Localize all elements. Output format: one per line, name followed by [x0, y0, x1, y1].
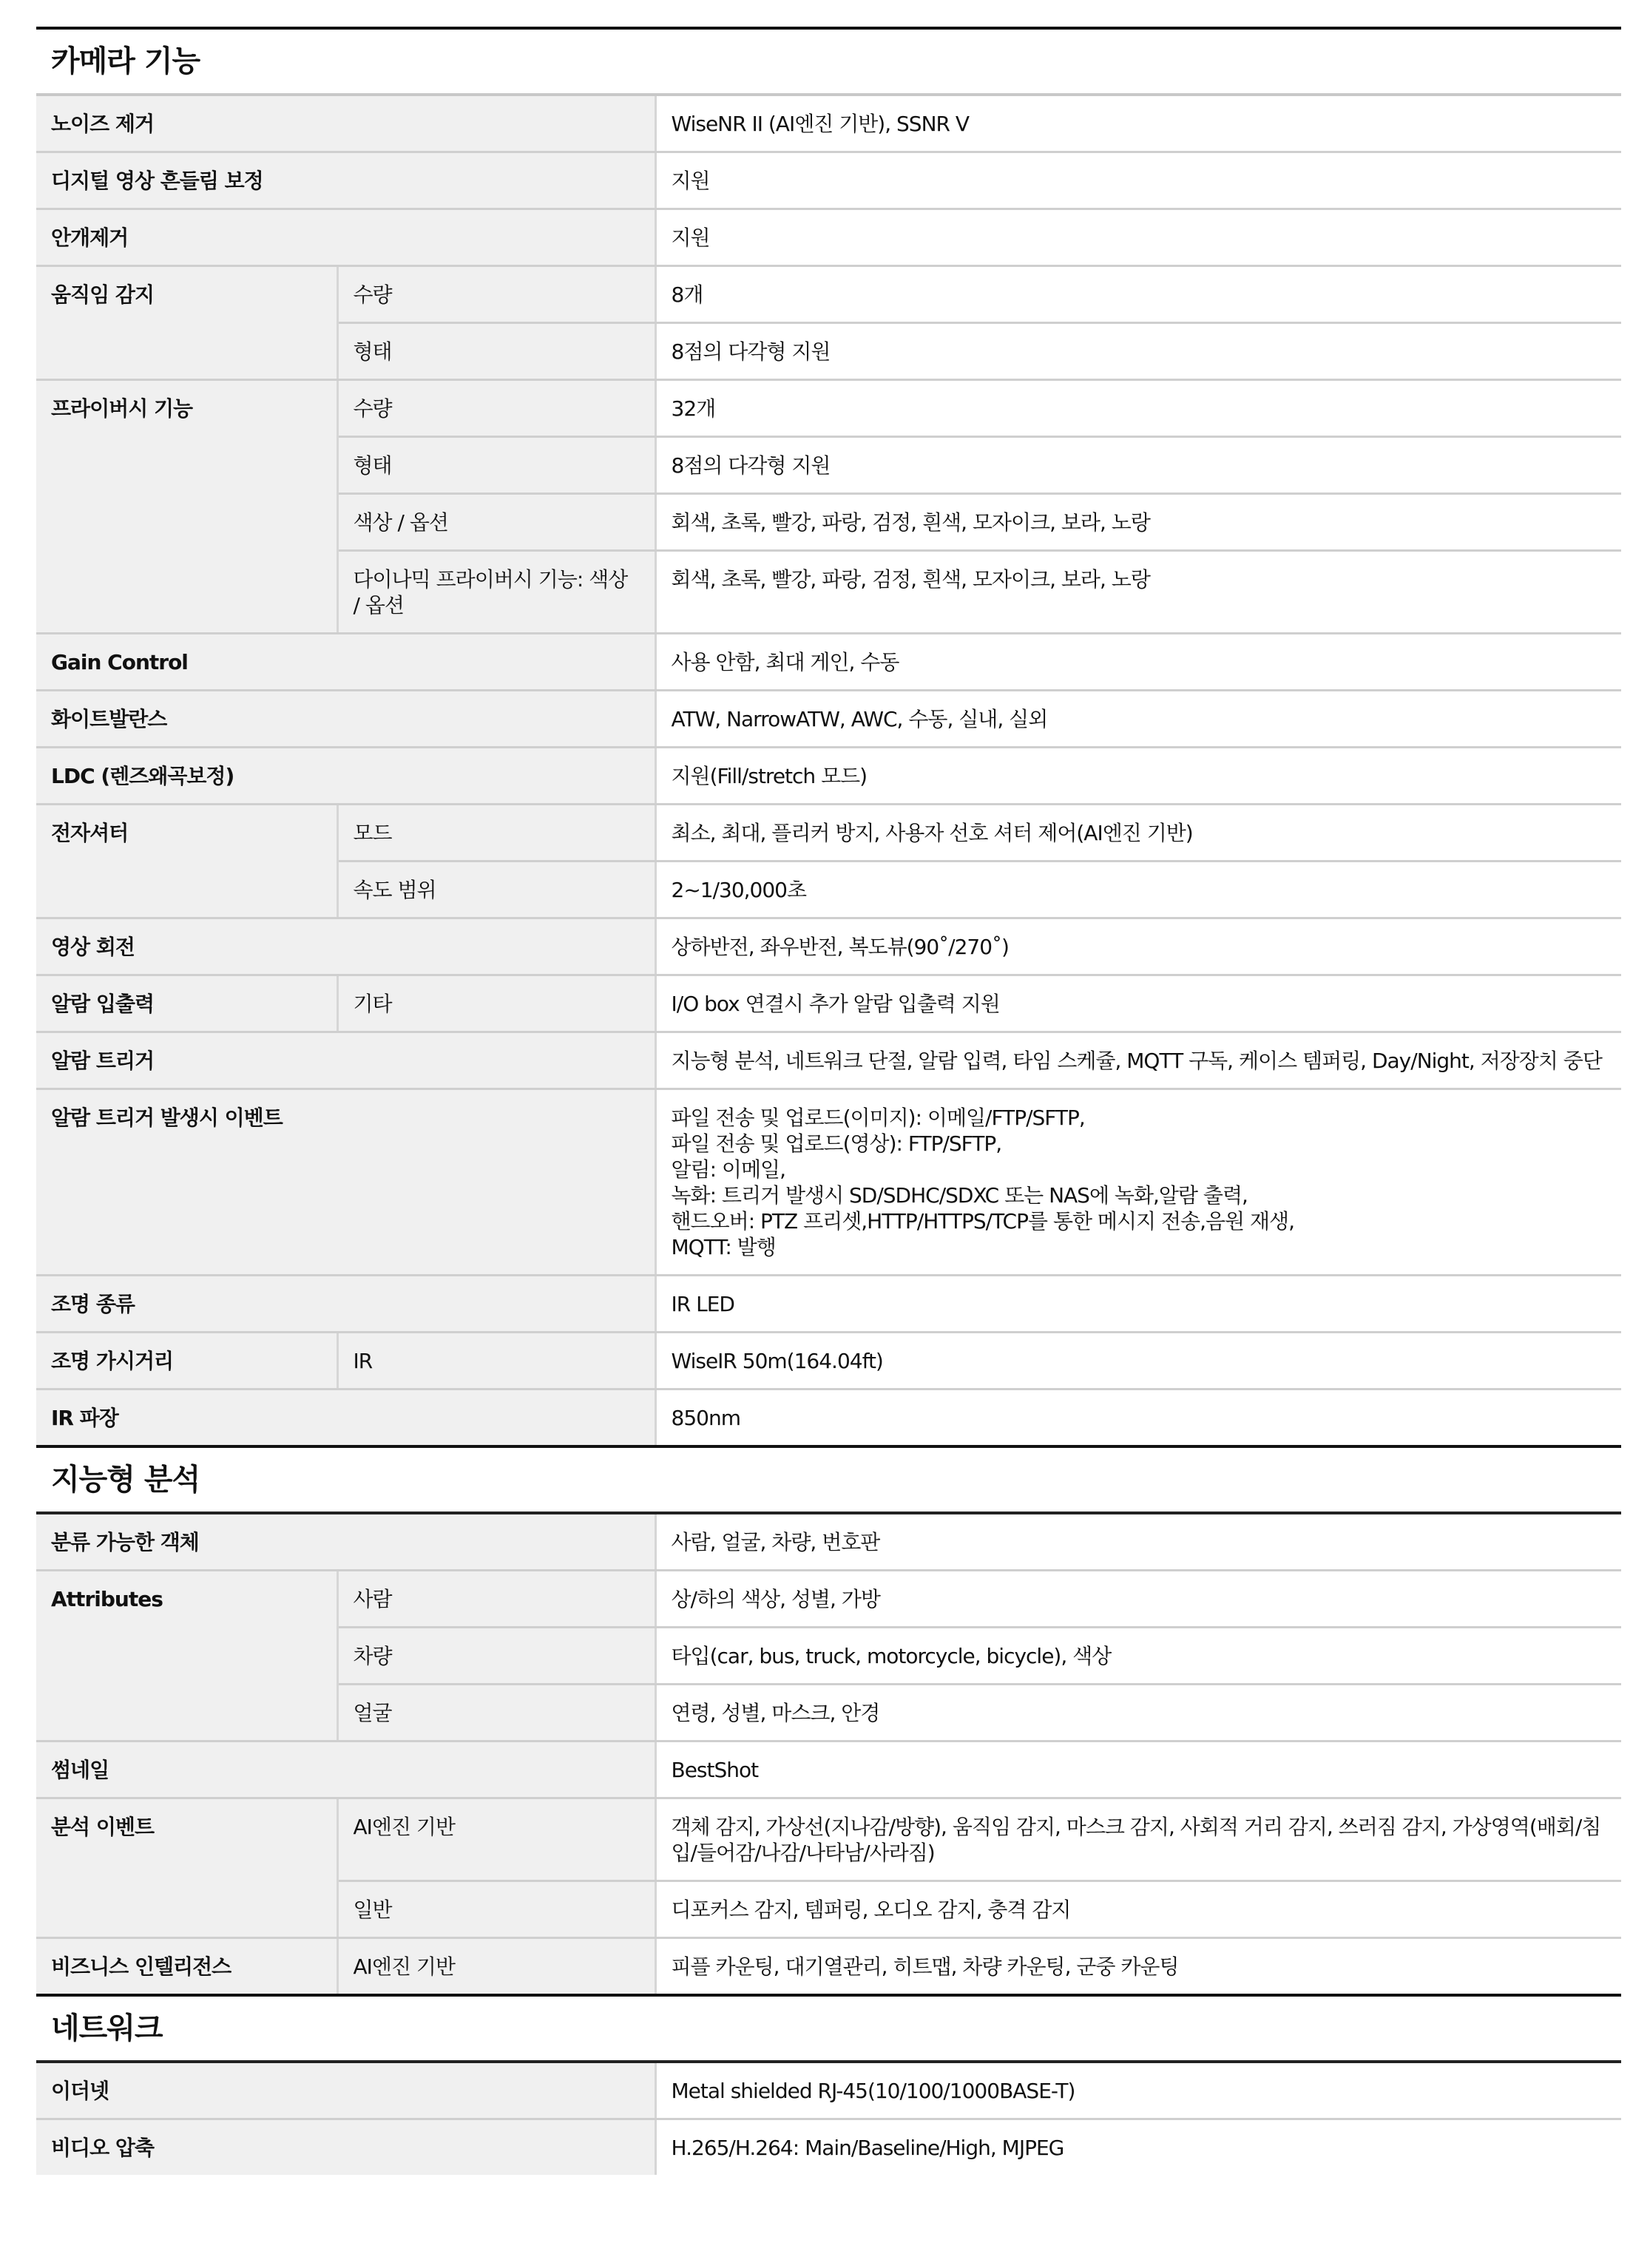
spec-sublabel: 얼굴 [337, 1685, 655, 1741]
table-row [36, 152, 1621, 209]
spec-sublabel: 사람 [337, 1571, 655, 1628]
spec-label: 알람 입출력 [36, 975, 337, 1032]
table-row [36, 2119, 1621, 2176]
spec-value: 최소, 최대, 플리커 방지, 사용자 선호 셔터 제어(AI엔진 기반) [655, 805, 1621, 861]
spec-value: ATW, NarrowATW, AWC, 수동, 실내, 실외 [655, 691, 1621, 748]
spec-label: 프라이버시 기능 [36, 380, 337, 634]
spec-value: 상/하의 색상, 성별, 가방 [655, 1571, 1621, 1628]
spec-sheet [36, 27, 1621, 2175]
spec-label: 이더넷 [36, 2063, 655, 2119]
section-title: 지능형 분석 [36, 1445, 1621, 1514]
spec-label: 알람 트리거 [36, 1032, 655, 1089]
spec-value: 디포커스 감지, 템퍼링, 오디오 감지, 충격 감지 [655, 1881, 1621, 1938]
spec-sublabel: 차량 [337, 1628, 655, 1685]
spec-value: 지원(Fill/stretch 모드) [655, 748, 1621, 805]
table-row [36, 1571, 1621, 1628]
spec-value: 8개 [655, 266, 1621, 323]
spec-label: 조명 종류 [36, 1276, 655, 1333]
spec-label: 영상 회전 [36, 918, 655, 975]
spec-sublabel: 형태 [337, 323, 655, 380]
spec-label: Gain Control [36, 634, 655, 691]
spec-value: 32개 [655, 380, 1621, 437]
spec-sublabel: 속도 범위 [337, 861, 655, 918]
spec-value: 사용 안함, 최대 게인, 수동 [655, 634, 1621, 691]
spec-value: WiseNR II (AI엔진 기반), SSNR V [655, 96, 1621, 152]
table-row [36, 748, 1621, 805]
spec-value: 850nm [655, 1389, 1621, 1446]
spec-value: 8점의 다각형 지원 [655, 437, 1621, 494]
spec-label: 분류 가능한 객체 [36, 1514, 655, 1571]
spec-label: 알람 트리거 발생시 이벤트 [36, 1089, 655, 1276]
spec-value: 지원 [655, 209, 1621, 266]
spec-sublabel: IR [337, 1333, 655, 1389]
spec-sublabel: 수량 [337, 266, 655, 323]
table-row [36, 1276, 1621, 1333]
table-row [36, 634, 1621, 691]
table-row [36, 1032, 1621, 1089]
spec-value: 객체 감지, 가상선(지나감/방향), 움직임 감지, 마스크 감지, 사회적 거리 감지, 쓰러짐 감지, 가상영역(배회/침입/들어감/나감/나타남/사라짐) [655, 1798, 1621, 1881]
spec-value: WiseIR 50m(164.04ft) [655, 1333, 1621, 1389]
table-row [36, 1333, 1621, 1389]
table-row [36, 1938, 1621, 1994]
spec-value: 피플 카운팅, 대기열관리, 히트맵, 차량 카운팅, 군중 카운팅 [655, 1938, 1621, 1994]
spec-value: 2~1/30,000초 [655, 861, 1621, 918]
spec-label: 비디오 압축 [36, 2119, 655, 2176]
table-row [36, 805, 1621, 861]
spec-sublabel: 형태 [337, 437, 655, 494]
table-row [36, 1089, 1621, 1276]
spec-value: IR LED [655, 1276, 1621, 1333]
spec-table [36, 1514, 1621, 1994]
section-title: 카메라 기능 [36, 27, 1621, 96]
spec-value: Metal shielded RJ-45(10/100/1000BASE-T) [655, 2063, 1621, 2119]
spec-label: 움직임 감지 [36, 266, 337, 380]
spec-value: 회색, 초록, 빨강, 파랑, 검정, 흰색, 모자이크, 보라, 노랑 [655, 494, 1621, 551]
spec-sublabel: 색상 / 옵션 [337, 494, 655, 551]
spec-sublabel: 수량 [337, 380, 655, 437]
spec-label: IR 파장 [36, 1389, 655, 1446]
spec-value: 연령, 성별, 마스크, 안경 [655, 1685, 1621, 1741]
spec-table [36, 96, 1621, 1445]
spec-label: LDC (렌즈왜곡보정) [36, 748, 655, 805]
spec-sublabel: 일반 [337, 1881, 655, 1938]
spec-label: 디지털 영상 흔들림 보정 [36, 152, 655, 209]
spec-value: 타입(car, bus, truck, motorcycle, bicycle), 색상 [655, 1628, 1621, 1685]
spec-label: 조명 가시거리 [36, 1333, 337, 1389]
spec-value: 회색, 초록, 빨강, 파랑, 검정, 흰색, 모자이크, 보라, 노랑 [655, 551, 1621, 634]
spec-value: 지능형 분석, 네트워크 단절, 알람 입력, 타임 스케쥴, MQTT 구독, 케이스 템퍼링, Day/Night, 저장장치 중단 [655, 1032, 1621, 1089]
table-row [36, 1389, 1621, 1446]
spec-value: 파일 전송 및 업로드(이미지): 이메일/FTP/SFTP, 파일 전송 및 업로드(영상): FTP/SFTP, 알림: 이메일, 녹화: 트리거 발생시 SD/SDHC/SDXC 또는 NAS에 녹화,알람 출력, 핸드오버: PTZ 프리셋,HTTP/HTTPS/TCP를 통한 메시지 전송,음원 재생, MQTT: 발행 [655, 1089, 1621, 1276]
table-row [36, 975, 1621, 1032]
spec-value: I/O box 연결시 추가 알람 입출력 지원 [655, 975, 1621, 1032]
spec-sublabel: AI엔진 기반 [337, 1938, 655, 1994]
spec-value: H.265/H.264: Main/Baseline/High, MJPEG [655, 2119, 1621, 2176]
spec-value: 8점의 다각형 지원 [655, 323, 1621, 380]
spec-label: 노이즈 제거 [36, 96, 655, 152]
table-row [36, 209, 1621, 266]
spec-label: 화이트발란스 [36, 691, 655, 748]
spec-label: 분석 이벤트 [36, 1798, 337, 1938]
spec-sublabel: 기타 [337, 975, 655, 1032]
table-row [36, 266, 1621, 323]
spec-value: 상하반전, 좌우반전, 복도뷰(90˚/270˚) [655, 918, 1621, 975]
section-title: 네트워크 [36, 1994, 1621, 2063]
table-row [36, 1514, 1621, 1571]
table-row [36, 96, 1621, 152]
spec-sublabel: 다이나믹 프라이버시 기능: 색상 / 옵션 [337, 551, 655, 634]
table-row [36, 380, 1621, 437]
spec-label: 전자셔터 [36, 805, 337, 918]
spec-sublabel: 모드 [337, 805, 655, 861]
table-row [36, 691, 1621, 748]
table-row [36, 918, 1621, 975]
table-row [36, 1741, 1621, 1798]
table-row [36, 1798, 1621, 1881]
spec-label: 썸네일 [36, 1741, 655, 1798]
spec-table [36, 2063, 1621, 2175]
spec-sublabel: AI엔진 기반 [337, 1798, 655, 1881]
spec-label: Attributes [36, 1571, 337, 1741]
spec-label: 안개제거 [36, 209, 655, 266]
spec-value: BestShot [655, 1741, 1621, 1798]
table-row [36, 2063, 1621, 2119]
spec-label: 비즈니스 인텔리전스 [36, 1938, 337, 1994]
spec-value: 지원 [655, 152, 1621, 209]
spec-value: 사람, 얼굴, 차량, 번호판 [655, 1514, 1621, 1571]
